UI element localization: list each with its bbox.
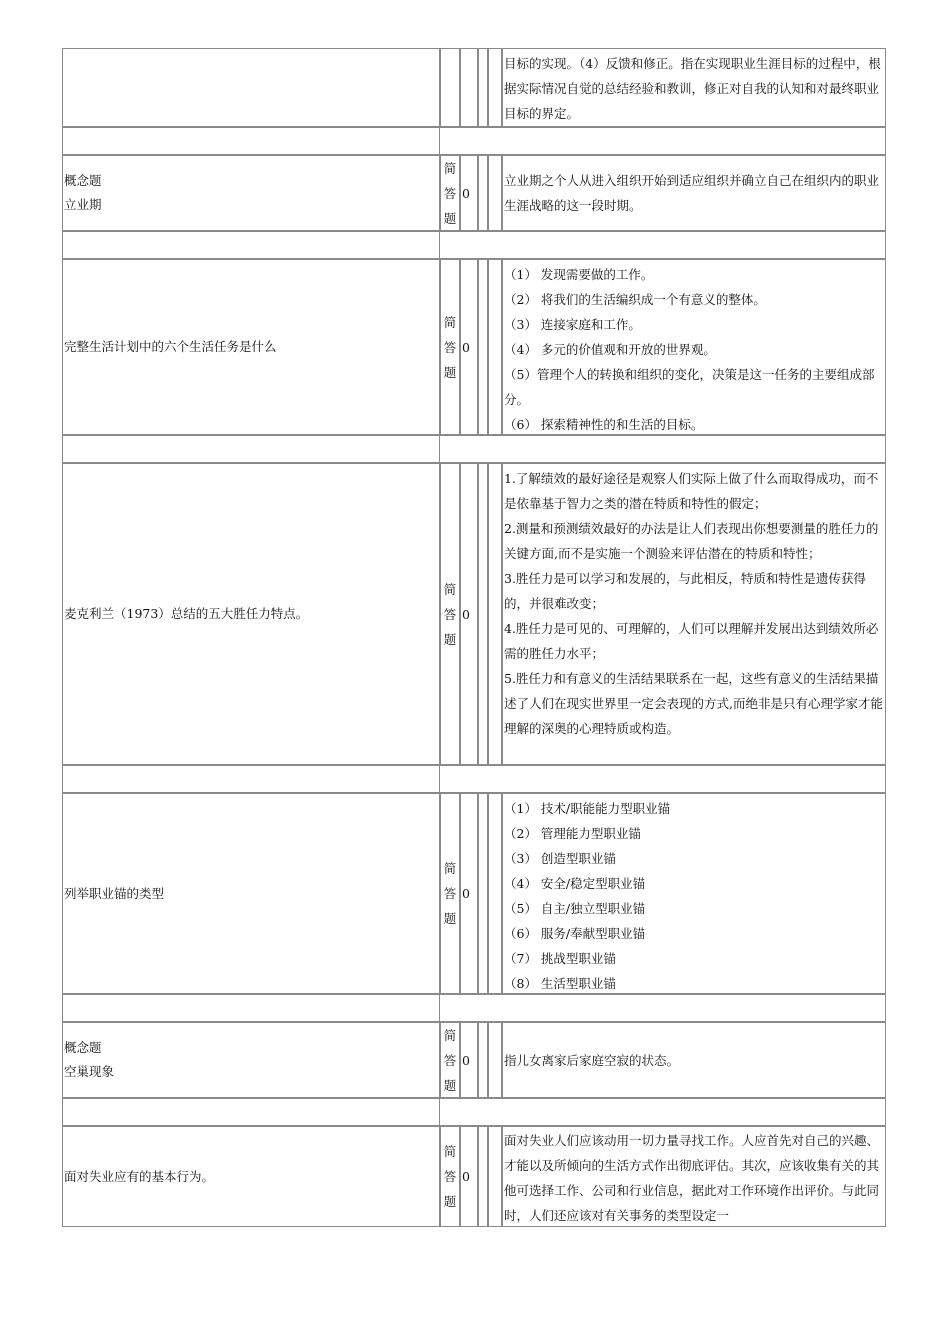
row-separator xyxy=(62,1098,886,1126)
empty-cell xyxy=(478,1126,488,1227)
score-cell: 0 xyxy=(460,1022,478,1098)
row-separator xyxy=(62,765,886,793)
question-cell xyxy=(62,48,440,127)
table-row xyxy=(62,259,886,435)
question-cell: 完整生活计划中的六个生活任务是什么 xyxy=(62,259,440,435)
empty-cell xyxy=(478,48,488,127)
empty-cell xyxy=(478,259,488,435)
type-cell xyxy=(440,48,460,127)
row-separator xyxy=(62,435,886,463)
answer-cell: （1） 技术/职能能力型职业锚 （2） 管理能力型职业锚 （3） 创造型职业锚 （4） 安全/稳定型职业锚 （5） 自主/独立型职业锚 （6） 服务/奉献型职业锚 （7） 挑战型职业锚 （8） 生活型职业锚 xyxy=(502,793,886,994)
answer-cell: 面对失业人们应该动用一切力量寻找工作。人应首先对自己的兴趣、才能以及所倾向的生活方式作出彻底评估。其次，应该收集有关的其他可选择工作、公司和行业信息，据此对工作环境作出评价。与此同时，人们还应该对有关事务的类型设定一 xyxy=(502,1126,886,1227)
answer-cell: 目标的实现。（4）反馈和修正。指在实现职业生涯目标的过程中，根据实际情况自觉的总结经验和教训，修正对自我的认知和对最终职业目标的界定。 xyxy=(502,48,886,127)
empty-cell xyxy=(488,463,502,765)
table-row xyxy=(62,48,886,127)
type-cell: 简 答 题 xyxy=(440,793,460,994)
empty-cell xyxy=(488,259,502,435)
empty-cell xyxy=(488,1022,502,1098)
type-cell: 简 答 题 xyxy=(440,155,460,231)
row-separator xyxy=(62,231,886,259)
score-cell: 0 xyxy=(460,259,478,435)
type-cell: 简 答 题 xyxy=(440,259,460,435)
question-cell: 列举职业锚的类型 xyxy=(62,793,440,994)
score-cell: 0 xyxy=(460,155,478,231)
table-row xyxy=(62,1022,886,1098)
answer-cell: 指儿女离家后家庭空寂的状态。 xyxy=(502,1022,886,1098)
table-row xyxy=(62,463,886,765)
table-row xyxy=(62,155,886,231)
row-separator xyxy=(62,994,886,1022)
question-cell: 概念题 空巢现象 xyxy=(62,1022,440,1098)
score-cell: 0 xyxy=(460,463,478,765)
score-cell: 0 xyxy=(460,1126,478,1227)
question-cell: 概念题 立业期 xyxy=(62,155,440,231)
answer-cell: 1.了解绩效的最好途径是观察人们实际上做了什么而取得成功，而不是依靠基于智力之类的潜在特质和特性的假定； 2.测量和预测绩效最好的办法是让人们表现出你想要测量的胜任力的关键方面,而不是实施一个测验来评估潜在的特质和特性； 3.胜任力是可以学习和发展的，与此相反，特质和特性是遗传获得的，并很难改变； 4.胜任力是可见的、可理解的，人们可以理解并发展出达到绩效所必需的胜任力水平； 5.胜任力和有意义的生活结果联系在一起，这些有意义的生活结果描述了人们在现实世界里一定会表现的方式,而绝非是只有心理学家才能理解的深奥的心理特质或构造。 xyxy=(502,463,886,765)
empty-cell xyxy=(478,463,488,765)
question-cell: 面对失业应有的基本行为。 xyxy=(62,1126,440,1227)
answer-cell: 立业期之个人从进入组织开始到适应组织并确立自己在组织内的职业生涯战略的这一段时期。 xyxy=(502,155,886,231)
answer-cell: （1） 发现需要做的工作。 （2） 将我们的生活编织成一个有意义的整体。 （3） 连接家庭和工作。 （4） 多元的价值观和开放的世界观。 （5）管理个人的转换和组织的变化，决策是这一任务的主要组成部分。 （6） 探索精神性的和生活的目标。 xyxy=(502,259,886,435)
empty-cell xyxy=(478,1022,488,1098)
empty-cell xyxy=(478,155,488,231)
type-cell: 简 答 题 xyxy=(440,1022,460,1098)
score-cell: 0 xyxy=(460,793,478,994)
question-cell: 麦克利兰（1973）总结的五大胜任力特点。 xyxy=(62,463,440,765)
type-cell: 简 答 题 xyxy=(440,1126,460,1227)
table-row xyxy=(62,1126,886,1227)
empty-cell xyxy=(488,155,502,231)
empty-cell xyxy=(478,793,488,994)
table-row xyxy=(62,793,886,994)
row-separator xyxy=(62,127,886,155)
empty-cell xyxy=(488,48,502,127)
empty-cell xyxy=(488,1126,502,1227)
type-cell: 简 答 题 xyxy=(440,463,460,765)
score-cell xyxy=(460,48,478,127)
empty-cell xyxy=(488,793,502,994)
